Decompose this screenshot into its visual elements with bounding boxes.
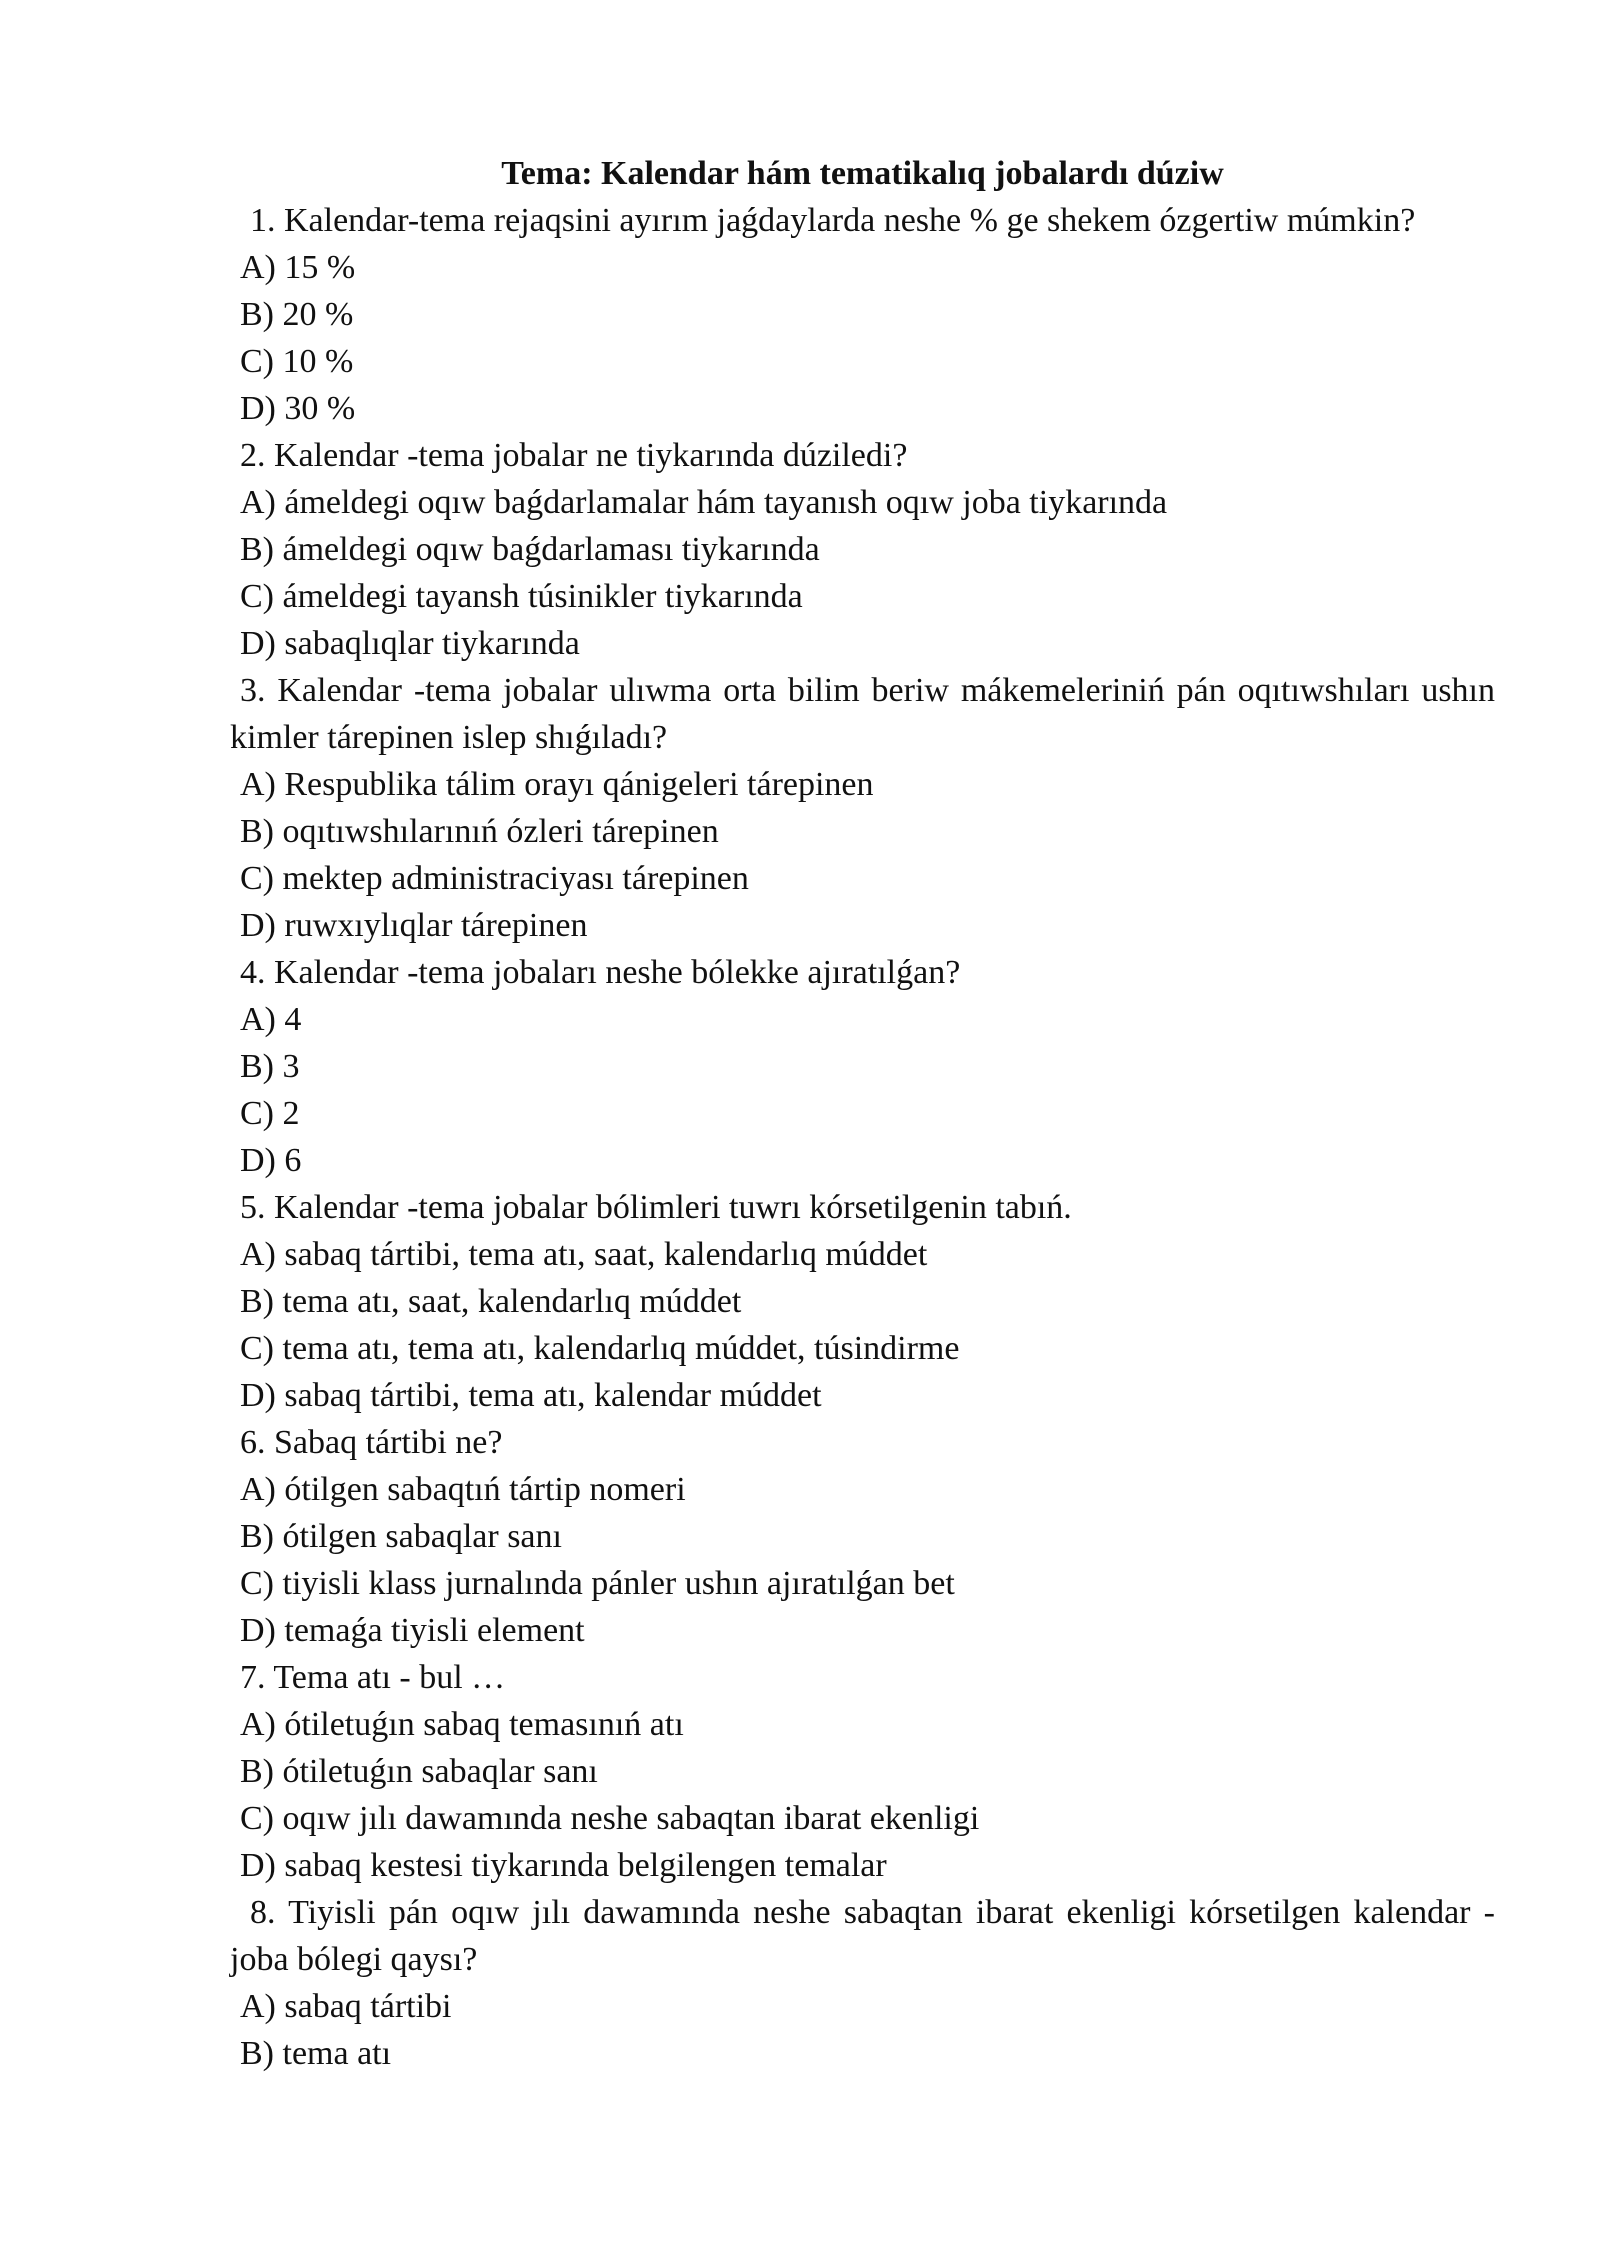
answer-option: A) sabaq tártibi, tema atı, saat, kalendarlıq múddet xyxy=(240,1236,928,1273)
answer-option: D) sabaq kestesi tiykarında belgilengen temalar xyxy=(240,1847,887,1884)
question-block xyxy=(230,949,1495,1184)
answer-option: A) ótilgen sabaqtıń tártip nomeri xyxy=(240,1471,686,1508)
answer-option: D) 30 % xyxy=(240,390,356,427)
answer-option: B) ótilgen sabaqlar sanı xyxy=(240,1518,562,1555)
answer-option: D) ruwxıylıqlar tárepinen xyxy=(240,907,588,944)
question-block xyxy=(230,432,1495,667)
question-text: 1. Kalendar-tema rejaqsini ayırım jaǵdaylarda neshe % ge shekem ózgertiw múmkin? xyxy=(250,202,1416,239)
answer-option: D) sabaqlıqlar tiykarında xyxy=(240,625,580,662)
answer-option: C) tiyisli klass jurnalında pánler ushın ajıratılǵan bet xyxy=(240,1565,955,1602)
answer-option: A) ótiletuǵın sabaq temasınıń atı xyxy=(240,1706,684,1743)
answer-option: B) ámeldegi oqıw baǵdarlaması tiykarında xyxy=(240,531,820,568)
question-text: 4. Kalendar -tema jobaları neshe bólekke ajıratılǵan? xyxy=(240,954,961,991)
question-block xyxy=(230,1184,1495,1419)
question-block xyxy=(230,1419,1495,1654)
answer-option: C) 2 xyxy=(240,1095,300,1132)
question-text: 5. Kalendar -tema jobalar bólimleri tuwrı kórsetilgenin tabıń. xyxy=(240,1189,1072,1226)
answer-option: C) ámeldegi tayansh túsinikler tiykarında xyxy=(240,578,803,615)
answer-option: D) 6 xyxy=(240,1142,302,1179)
answer-option: A) 15 % xyxy=(240,249,356,286)
question-text: 6. Sabaq tártibi ne? xyxy=(240,1424,503,1461)
answer-option: A) ámeldegi oqıw baǵdarlamalar hám tayanısh oqıw joba tiykarında xyxy=(240,484,1168,521)
question-text: 7. Tema atı - bul … xyxy=(240,1659,506,1696)
answer-option: C) tema atı, tema atı, kalendarlıq múddet, túsindirme xyxy=(240,1330,960,1367)
question-text: 2. Kalendar -tema jobalar ne tiykarında dúziledi? xyxy=(240,437,908,474)
document-body xyxy=(230,150,1495,2077)
answer-option: B) 3 xyxy=(240,1048,300,1085)
answer-option: D) temaǵa tiyisli element xyxy=(240,1612,585,1649)
answer-option: B) tema atı xyxy=(240,2035,392,2072)
answer-option: C) oqıw jılı dawamında neshe sabaqtan ibarat ekenligi xyxy=(240,1800,980,1837)
question-text: 8. Tiyisli pán oqıw jılı dawamında neshe sabaqtan ibarat ekenligi kórsetilgen kalendar -joba bólegi qaysı? xyxy=(230,1894,1495,1978)
answer-option: B) tema atı, saat, kalendarlıq múddet xyxy=(240,1283,742,1320)
answer-option: B) oqıtıwshılarınıń ózleri tárepinen xyxy=(240,813,719,850)
question-text: 3. Kalendar -tema jobalar ulıwma orta bilim beriw mákemeleriniń pán oqıtıwshıları ushın kimler tárepinen islep shıǵıladı? xyxy=(230,672,1495,756)
question-block xyxy=(230,197,1495,432)
answer-option: A) 4 xyxy=(240,1001,302,1038)
answer-option: A) Respublika tálim orayı qánigeleri tárepinen xyxy=(240,766,874,803)
question-block xyxy=(230,667,1495,949)
page-title: Tema: Kalendar hám tematikalıq jobalardı dúziw xyxy=(501,155,1224,192)
answer-option: B) ótiletuǵın sabaqlar sanı xyxy=(240,1753,598,1790)
answer-option: A) sabaq tártibi xyxy=(240,1988,452,2025)
answer-option: B) 20 % xyxy=(240,296,354,333)
question-block xyxy=(230,1654,1495,1889)
answer-option: C) mektep administraciyası tárepinen xyxy=(240,860,749,897)
answer-option: C) 10 % xyxy=(240,343,354,380)
answer-option: D) sabaq tártibi, tema atı, kalendar múddet xyxy=(240,1377,822,1414)
question-block xyxy=(230,1889,1495,2077)
